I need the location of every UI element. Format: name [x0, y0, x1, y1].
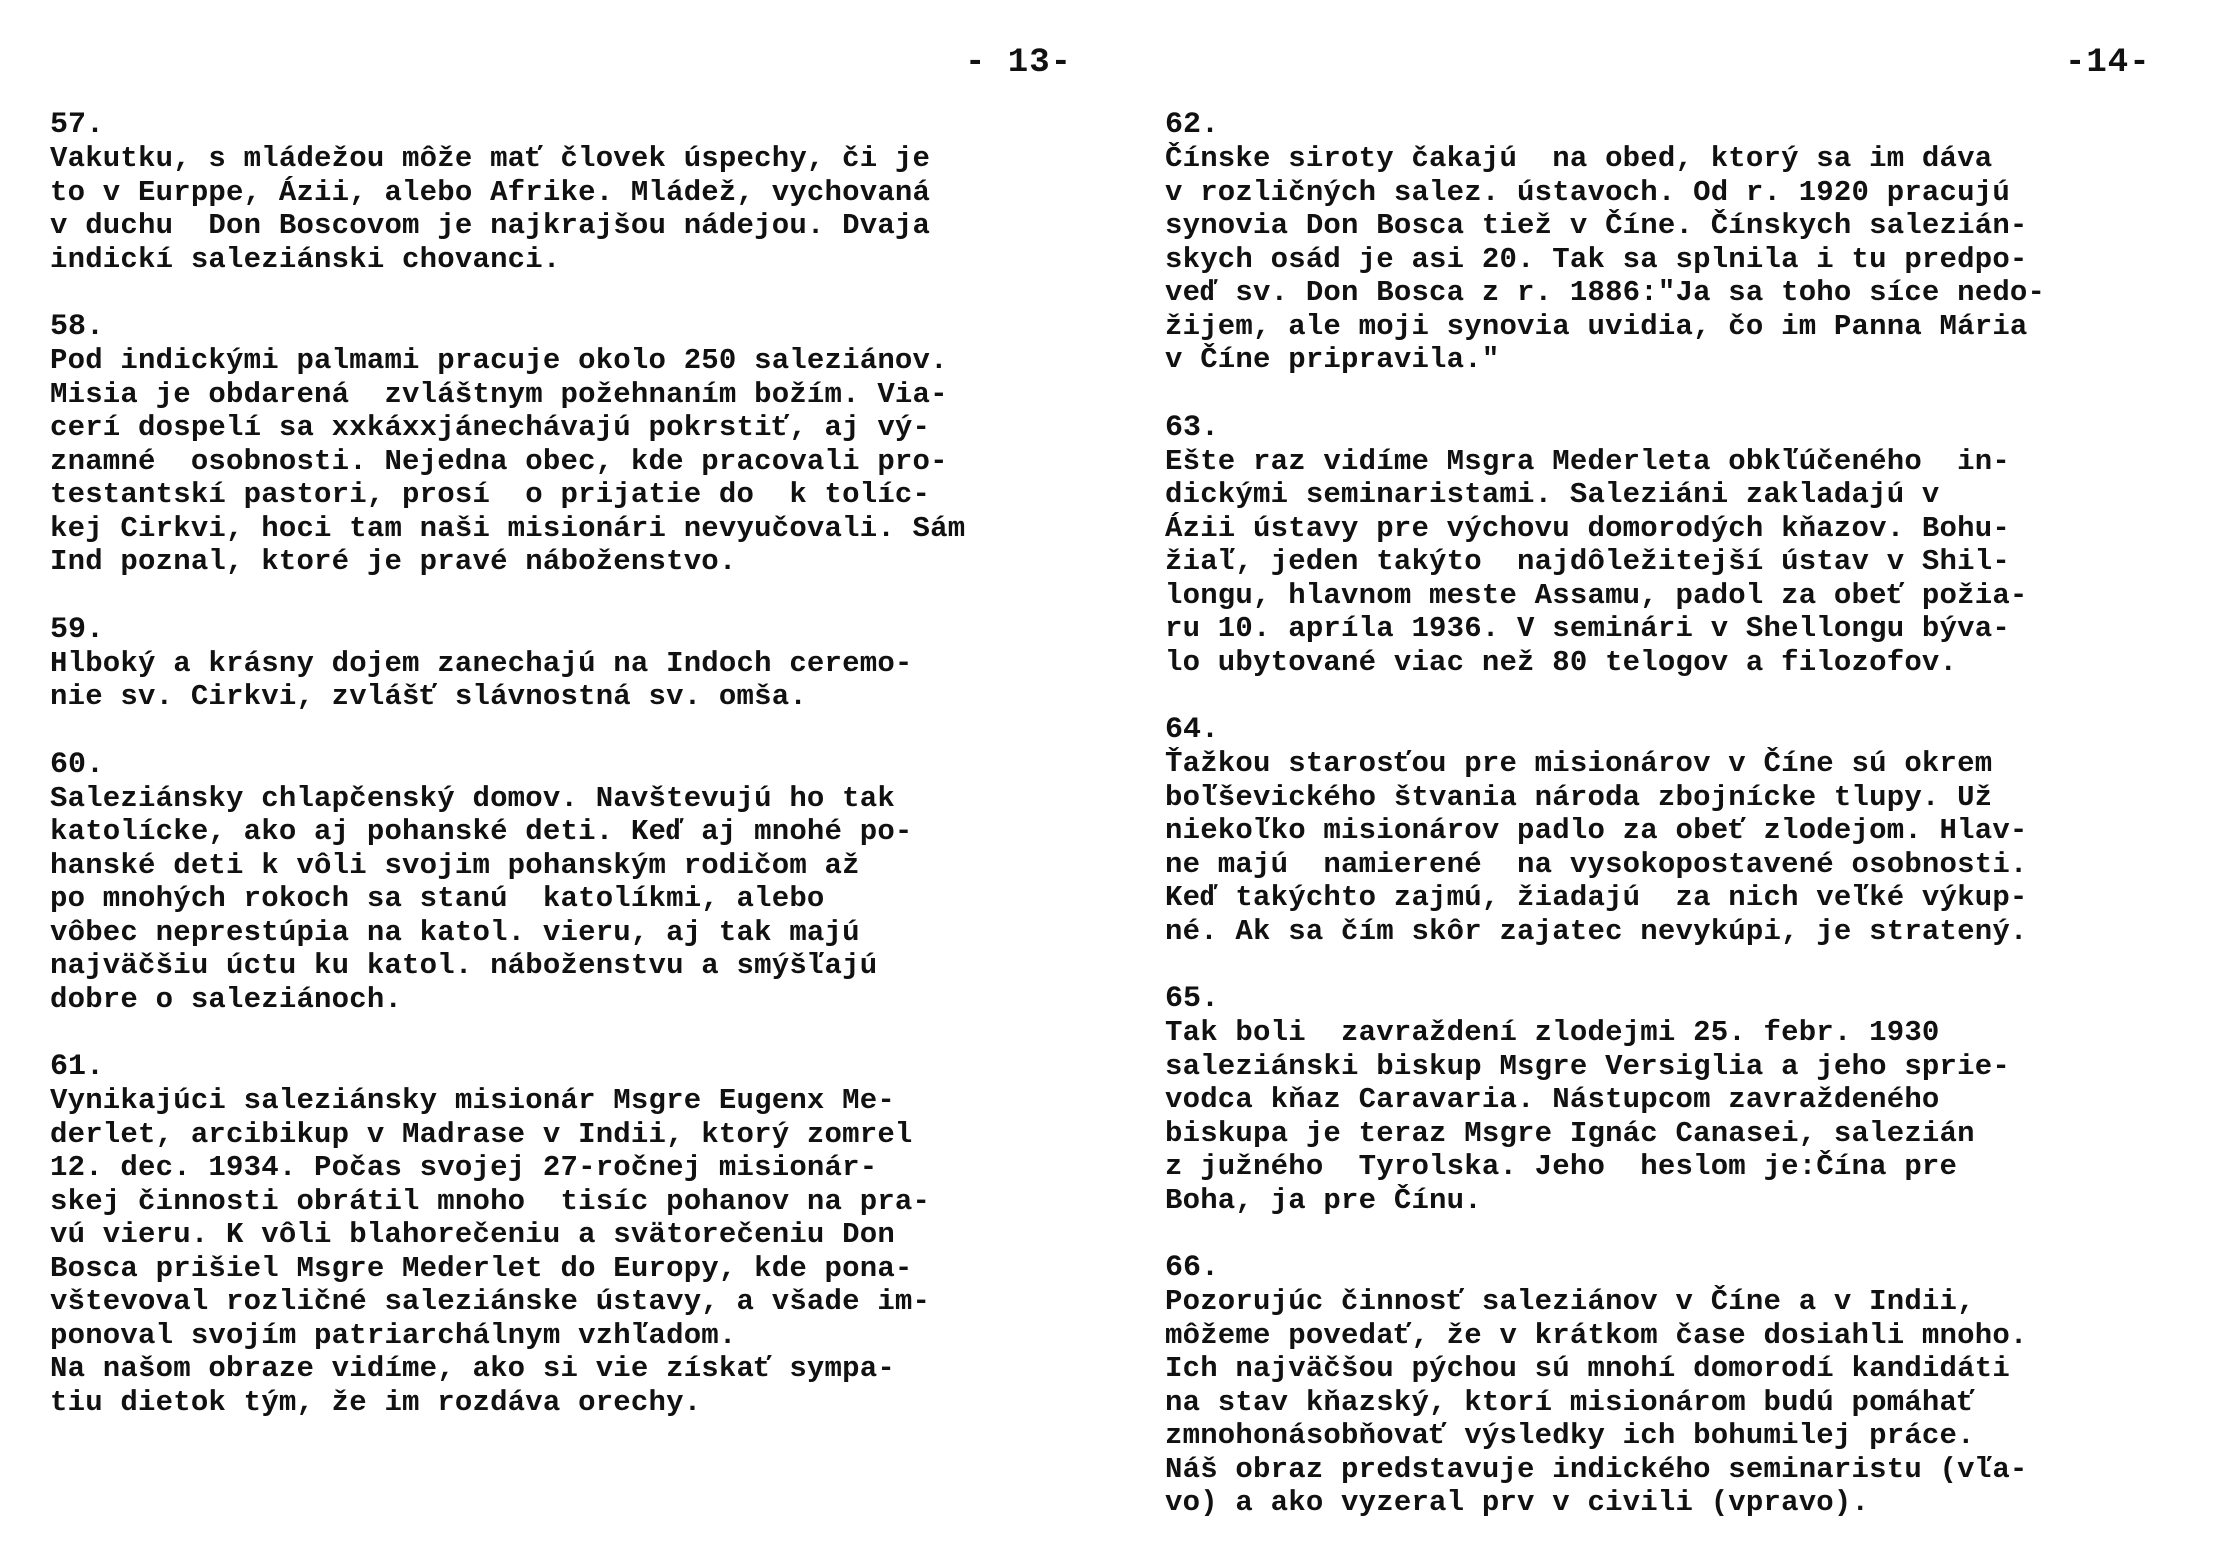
left-page [0, 0, 1100, 1500]
text-line: Saleziánsky chlapčenský domov. Navštevujú ho tak [50, 781, 895, 815]
text-line: ponoval svojím patriarchálnym vzhľadom. [50, 1318, 737, 1352]
section-61 [50, 1050, 1100, 1419]
text-line: Ázii ústavy pre výchovu domorodých kňazov. Bohu- [1165, 511, 2010, 545]
text-line: 12. dec. 1934. Počas svojej 27-ročnej misionár- [50, 1151, 878, 1184]
page-number: -14- [2065, 44, 2151, 82]
section-57 [50, 108, 1100, 276]
text-line: Pod indickými palmami pracuje okolo 250 saleziánov. [50, 344, 948, 377]
text-line: testantskí pastori, prosí o prijatie do k tolíc- [50, 478, 931, 511]
text-line: boľševického štvania národa zbojnícke tlupy. Už [1165, 780, 1993, 814]
text-line: ne majú namierené na vysokopostavené osobnosti. [1165, 847, 2028, 881]
section-59 [50, 613, 1100, 714]
text-line: Pozorujúc činnosť saleziánov v Číne a v Indii, [1165, 1285, 1975, 1318]
section-60 [50, 748, 1100, 1017]
text-line: saleziánski biskup Msgre Versiglia a jeho sprie- [1165, 1049, 2010, 1083]
text-line: Ťažkou starosťou pre misionárov v Číne sú okrem [1165, 747, 1993, 780]
text-line: tiu dietok tým, že im rozdáva orechy. [50, 1385, 702, 1419]
text-line: hanské deti k vôli svojim pohanským rodičom až [50, 848, 860, 882]
text-line: žiaľ, jeden takýto najdôležitejší ústav v Shil- [1165, 545, 2010, 578]
text-line: cerí dospelí sa xxkáxxjánechávajú pokrstiť, aj vý- [50, 411, 931, 444]
text-line: Ind poznal, ktoré je pravé náboženstvo. [50, 545, 737, 578]
text-line: na stav kňazský, ktorí misionárom budú pomáhať [1165, 1385, 1975, 1419]
text-line: v duchu Don Boscovom je najkrajšou nádejou. Dvaja [50, 209, 931, 242]
section-number: 66. [1165, 1251, 1220, 1285]
text-line: Na našom obraze vidíme, ako si vie získať sympa- [50, 1352, 895, 1385]
text-line: vo) a ako vyzeral prv v civili (vpravo). [1165, 1486, 1870, 1519]
section-number: 62. [1165, 108, 1220, 142]
section-58 [50, 310, 1100, 579]
text-line: veď sv. Don Bosca z r. 1886:"Ja sa toho síce nedo- [1165, 276, 2046, 309]
text-line: Boha, ja pre Čínu. [1165, 1183, 1482, 1217]
text-line: biskupa je teraz Msgre Ignác Canasei, salezián [1165, 1116, 1975, 1150]
text-line: ru 10. apríla 1936. V seminári v Shellongu býva- [1165, 612, 2010, 645]
text-line: Tak boli zavraždení zlodejmi 25. febr. 1930 [1165, 1016, 1940, 1049]
section-number: 65. [1165, 982, 1220, 1016]
text-line: to v Eurppe, Ázii, alebo Afrike. Mládež, vychovaná [50, 175, 931, 209]
text-line: Náš obraz predstavuje indického seminaristu (vľa- [1165, 1452, 2028, 1486]
section-65 [1165, 982, 2215, 1217]
text-line: vštevoval rozličné saleziánske ústavy, a všade im- [50, 1285, 931, 1318]
text-line: Hlboký a krásny dojem zanechajú na Indoch ceremo- [50, 646, 913, 680]
text-line: Vakutku, s mládežou môže mať človek úspechy, či je [50, 142, 931, 175]
text-line: kej Cirkvi, hoci tam naši misionári nevyučovali. Sám [50, 511, 966, 545]
text-line: skych osád je asi 20. Tak sa splnila i tu predpo- [1165, 242, 2028, 276]
text-line: vodca kňaz Caravaria. Nástupcom zavraždeného [1165, 1083, 1940, 1116]
section-64 [1165, 713, 2215, 948]
text-line: Bosca prišiel Msgre Mederlet do Europy, kde pona- [50, 1251, 913, 1285]
section-number: 63. [1165, 410, 1220, 445]
text-line: žijem, ale moji synovia uvidia, čo im Panna Mária [1165, 309, 2028, 343]
text-line: Misia je obdarená zvláštnym požehnaním božím. Via- [50, 377, 948, 411]
section-number: 57. [50, 108, 105, 142]
text-line: Keď takýchto zajmú, žiadajú za nich veľké výkup- [1165, 881, 2028, 914]
text-line: skej činnosti obrátil mnoho tisíc pohanov na pra- [50, 1184, 931, 1218]
section-list [50, 108, 1100, 1453]
text-line: môžeme povedať, že v krátkom čase dosiahli mnoho. [1165, 1318, 2028, 1352]
section-number: 59. [50, 612, 105, 647]
text-line: katolícke, ako aj pohanské deti. Keď aj mnohé po- [50, 815, 913, 848]
text-line: indickí saleziánski chovanci. [50, 242, 561, 276]
text-line: z južného Tyrolska. Jeho heslom je:Čína pre [1165, 1150, 1958, 1183]
text-line: lo ubytované viac než 80 telogov a filozofov. [1165, 645, 1958, 679]
section-62 [1165, 108, 2215, 377]
text-line: longu, hlavnom meste Assamu, padol za obeť požia- [1165, 578, 2028, 612]
text-line: vôbec neprestúpia na katol. vieru, aj tak majú [50, 915, 860, 949]
text-line: v rozličných salez. ústavoch. Od r. 1920 pracujú [1165, 175, 2010, 209]
section-number: 60. [50, 747, 105, 782]
text-line: Ešte raz vidíme Msgra Mederleta obkľúčeného in- [1165, 444, 2010, 478]
right-page [1115, 0, 2215, 1519]
text-line: po mnohých rokoch sa stanú katolíkmi, alebo [50, 882, 825, 915]
text-line: Čínske siroty čakajú na obed, ktorý sa im dáva [1165, 142, 1993, 175]
section-number: 61. [50, 1050, 105, 1084]
text-line: synovia Don Bosca tiež v Číne. Čínskych salezián- [1165, 209, 2028, 242]
text-line: znamné osobnosti. Nejedna obec, kde pracovali pro- [50, 444, 948, 478]
section-number: 64. [1165, 713, 1220, 747]
text-line: dobre o saleziánoch. [50, 982, 403, 1016]
text-line: najväčšiu úctu ku katol. náboženstvu a smýšľajú [50, 949, 878, 982]
section-66 [1165, 1251, 2215, 1520]
text-line: niekoľko misionárov padlo za obeť zlodejom. Hlav- [1165, 814, 2028, 847]
text-line: né. Ak sa čím skôr zajatec nevykúpi, je stratený. [1165, 914, 2028, 948]
text-line: derlet, arcibikup v Madrase v Indii, ktorý zomrel [50, 1117, 913, 1151]
section-list [1165, 108, 2215, 1554]
text-line: Ich najväčšou pýchou sú mnohí domorodí kandidáti [1165, 1352, 2010, 1385]
page-number: - 13- [965, 44, 1073, 82]
text-line: dickými seminaristami. Saleziáni zakladajú v [1165, 478, 1940, 511]
text-line: nie sv. Cirkvi, zvlášť slávnostná sv. omša. [50, 680, 807, 713]
text-line: Vynikajúci saleziánsky misionár Msgre Eugenx Me- [50, 1084, 895, 1117]
section-number: 58. [50, 310, 105, 344]
section-63 [1165, 411, 2215, 680]
text-line: vú vieru. K vôli blahorečeniu a svätorečeniu Don [50, 1218, 895, 1251]
text-line: v Číne pripravila." [1165, 343, 1500, 376]
text-line: zmnohonásobňovať výsledky ich bohumilej práce. [1165, 1419, 1975, 1452]
